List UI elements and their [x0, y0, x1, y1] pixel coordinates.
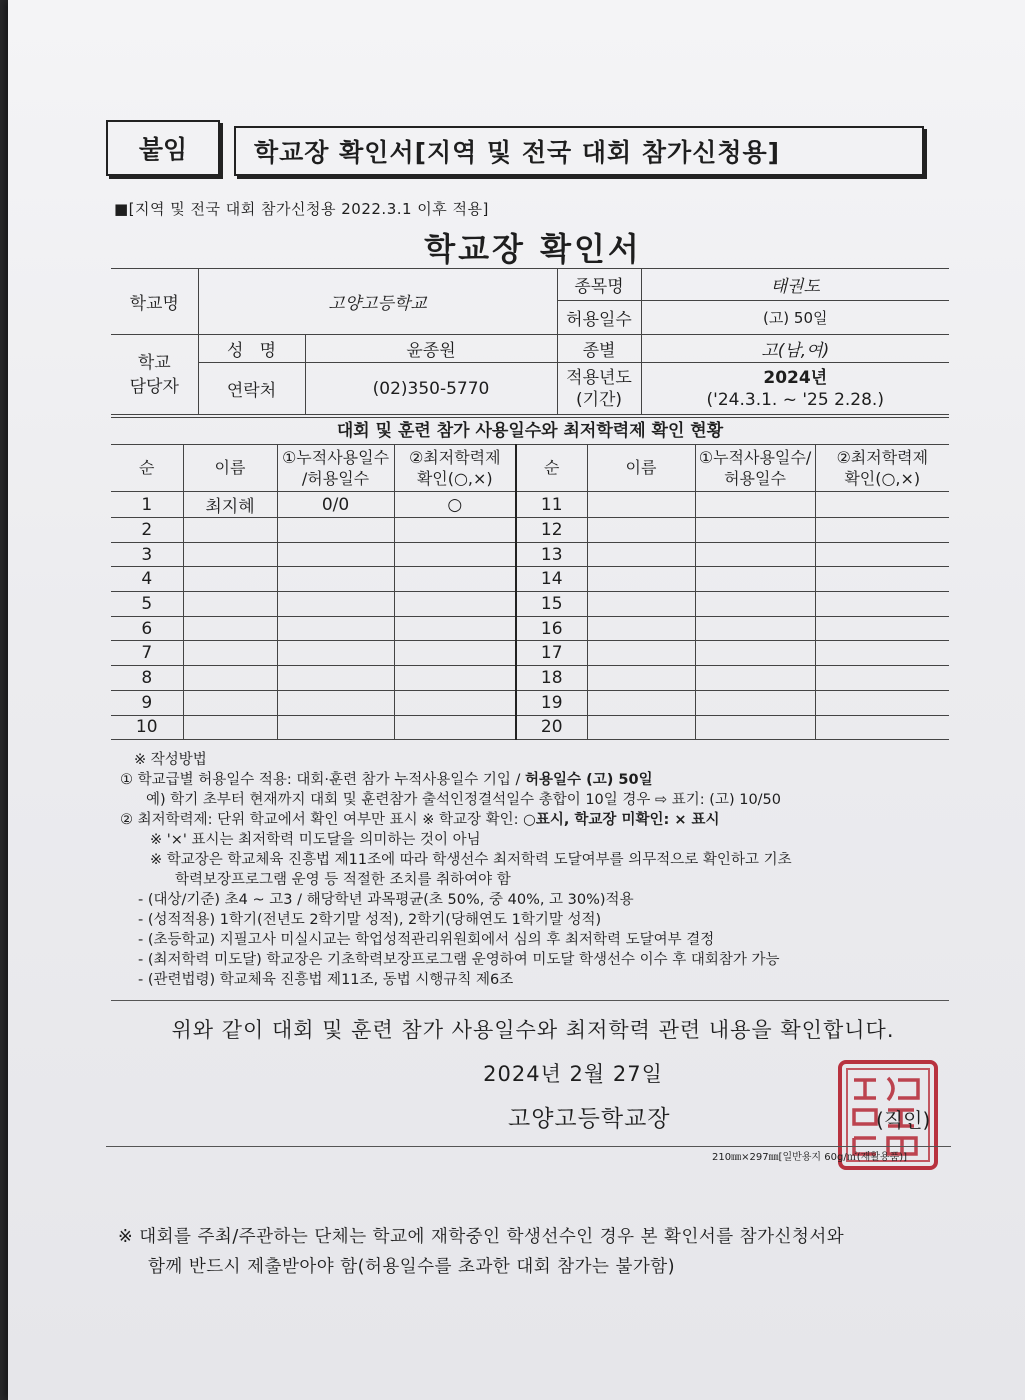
row-check-right — [815, 715, 949, 740]
category-label: 종별 — [557, 335, 641, 363]
row-check-left — [394, 715, 516, 740]
row-days-right — [695, 616, 815, 641]
row-no-right: 18 — [516, 666, 587, 691]
applicability-note: ■[지역 및 전국 대회 참가신청용 2022.3.1 이후 적용] — [114, 200, 489, 218]
row-no-right: 20 — [516, 715, 587, 740]
confirmation-statement: 위와 같이 대회 및 훈련 참가 사용일수와 최저학력 관련 내용을 확인합니다. — [171, 1018, 895, 1042]
confirmation-date: 2024년 2월 27일 — [483, 1062, 663, 1086]
row-no-left: 7 — [111, 641, 183, 666]
row-days-right — [695, 492, 815, 518]
row-name-left — [183, 666, 277, 691]
paper-size-note: 210㎜×297㎜[일반용지 60g/㎡(재활용품)] — [712, 1152, 908, 1163]
note-2-sub-2b: 학력보장프로그램 운영 등 적절한 조치를 취하여야 함 — [175, 872, 511, 888]
row-check-right — [815, 567, 949, 592]
col-name-right: 이름 — [587, 444, 695, 492]
col-name-left: 이름 — [183, 444, 277, 492]
notice-line-1: ※ 대회를 주최/주관하는 단체는 학교에 재학중인 학생선수인 경우 본 확인서를 참가신청서와 — [118, 1227, 845, 1247]
divider — [111, 1000, 949, 1001]
row-name-left — [183, 542, 277, 567]
row-check-left: ○ — [394, 492, 516, 518]
table-row — [111, 616, 949, 641]
col-check-left-2: 확인(○,×) — [416, 468, 493, 488]
sport-value: 태권도 — [641, 269, 949, 301]
col-days-right-1: ①누적사용일수/ — [698, 447, 812, 467]
note-1-emphasis: 허용일수 (고) 50일 — [525, 772, 653, 788]
row-check-right — [815, 616, 949, 641]
table-row — [111, 690, 949, 715]
divider — [106, 1146, 951, 1147]
row-name-left — [183, 641, 277, 666]
row-check-right — [815, 492, 949, 518]
table-row — [111, 567, 949, 592]
apply-year-label-2: (기간) — [575, 389, 623, 410]
table-row — [111, 666, 949, 691]
roster-header-row — [111, 444, 949, 492]
row-no-right: 16 — [516, 616, 587, 641]
col-days-left — [277, 444, 394, 492]
row-no-right: 17 — [516, 641, 587, 666]
row-no-left: 1 — [111, 492, 183, 518]
col-check-left — [394, 444, 516, 492]
row-name-left — [183, 567, 277, 592]
row-check-left — [394, 542, 516, 567]
instructions-heading: ※ 작성방법 — [134, 752, 207, 768]
document-page — [8, 0, 1025, 1400]
apply-year: 2024년 — [763, 367, 828, 388]
row-name-right — [587, 690, 695, 715]
col-days-left-2: /허용일수 — [301, 468, 370, 488]
row-check-right — [815, 518, 949, 543]
person-name-label: 성 명 — [198, 335, 305, 363]
note-1-example: 예) 학기 초부터 현재까지 대회 및 훈련참가 출석인정결석일수 총합이 10일 경우 ⇨ 표기: (고) 10/50 — [146, 792, 782, 808]
row-days-right — [695, 567, 815, 592]
row-name-left: 최지혜 — [183, 492, 277, 518]
table-row — [111, 542, 949, 567]
row-no-right: 12 — [516, 518, 587, 543]
row-name-left — [183, 518, 277, 543]
col-days-left-1: ①누적사용일수 — [281, 447, 390, 467]
roster-table — [111, 444, 949, 740]
row-days-right — [695, 592, 815, 617]
person-name-value: 윤종원 — [305, 335, 557, 363]
attachment-tag: 붙임 — [106, 120, 220, 176]
instructions — [120, 750, 960, 990]
note-1 — [120, 770, 960, 790]
table-row — [111, 715, 949, 740]
note-2-text: ② 최저학력제: 단위 학교에서 확인 여부만 표시 ※ 학교장 확인: — [120, 812, 524, 828]
row-no-right: 14 — [516, 567, 587, 592]
detail-laws: - (관련법령) 학교체육 진흥법 제11조, 동법 시행규칙 제6조 — [138, 972, 514, 988]
row-days-right — [695, 690, 815, 715]
row-days-left — [277, 690, 394, 715]
row-no-left: 2 — [111, 518, 183, 543]
col-days-right-2: 허용일수 — [724, 468, 786, 488]
row-days-right — [695, 542, 815, 567]
row-no-right: 19 — [516, 690, 587, 715]
row-no-left: 10 — [111, 715, 183, 740]
row-check-right — [815, 592, 949, 617]
col-no-right: 순 — [516, 444, 587, 492]
row-days-left — [277, 666, 394, 691]
row-days-left — [277, 567, 394, 592]
row-no-left: 3 — [111, 542, 183, 567]
row-check-left — [394, 567, 516, 592]
row-name-right — [587, 518, 695, 543]
roster-section-title: 대회 및 훈련 참가 사용일수와 최저학력제 확인 현황 — [111, 417, 949, 445]
row-check-left — [394, 616, 516, 641]
notice-line-2: 함께 반드시 제출받아야 함(허용일수를 초과한 대회 참가는 불가함) — [148, 1257, 676, 1277]
row-days-right — [695, 666, 815, 691]
row-days-left — [277, 715, 394, 740]
allowed-days-label: 허용일수 — [557, 301, 641, 335]
submission-notice — [118, 1222, 844, 1282]
row-check-left — [394, 666, 516, 691]
row-name-left — [183, 616, 277, 641]
row-name-right — [587, 567, 695, 592]
table-row — [111, 492, 949, 518]
contact-value: (02)350-5770 — [305, 363, 557, 415]
row-days-right — [695, 641, 815, 666]
note-1-text: ① 학교급별 허용일수 적용: 대회·훈련 참가 누적사용일수 기입 / — [120, 772, 526, 788]
detail-target: - (대상/기준) 초4 ~ 고3 / 해당학년 과목평균(초 50%, 중 40%, 고 30%)적용 — [138, 892, 634, 908]
row-no-left: 5 — [111, 592, 183, 617]
seal-label: (직인) — [876, 1108, 931, 1132]
school-name-value: 고양고등학교 — [198, 269, 557, 335]
detail-elementary: - (초등학교) 지필고사 미실시교는 학업성적관리위원회에서 심의 후 최저학력 도달여부 결정 — [138, 932, 715, 948]
row-no-right: 13 — [516, 542, 587, 567]
principal-title: 고양고등학교장 — [508, 1106, 671, 1132]
manager-label: 학교 담당자 — [111, 335, 198, 415]
row-no-right: 15 — [516, 592, 587, 617]
row-days-left: 0/0 — [277, 492, 394, 518]
detail-grades: - (성적적용) 1학기(전년도 2학기말 성적), 2학기(당해연도 1학기말 성적) — [138, 912, 602, 928]
row-days-right — [695, 518, 815, 543]
apply-year-value — [641, 363, 949, 415]
detail-not-reached: - (최저학력 미도달) 학교장은 기초학력보장프로그램 운영하여 미도달 학생선수 이수 후 대회참가 가능 — [138, 952, 780, 968]
category-value: 고(남,여) — [641, 335, 949, 363]
row-check-left — [394, 592, 516, 617]
row-days-left — [277, 542, 394, 567]
row-name-left — [183, 715, 277, 740]
col-check-right-2: 확인(○,×) — [844, 468, 921, 488]
row-check-left — [394, 518, 516, 543]
row-name-right — [587, 616, 695, 641]
row-name-right — [587, 666, 695, 691]
row-check-left — [394, 641, 516, 666]
row-check-right — [815, 690, 949, 715]
col-check-left-1: ②최저학력제 — [408, 447, 501, 467]
row-name-right — [587, 492, 695, 518]
row-no-left: 4 — [111, 567, 183, 592]
col-check-right — [815, 444, 949, 492]
contact-label: 연락처 — [198, 363, 305, 415]
note-2-sub-1: ※ '×' 표시는 최저학력 미도달을 의미하는 것이 아님 — [150, 832, 481, 848]
apply-year-label — [557, 363, 641, 415]
document-title: 학교장 확인서[지역 및 전국 대회 참가신청용] — [234, 126, 924, 176]
row-check-right — [815, 641, 949, 666]
apply-year-label-1: 적용년도 — [566, 367, 632, 388]
row-name-left — [183, 592, 277, 617]
col-days-right — [695, 444, 815, 492]
school-name-label: 학교명 — [111, 269, 198, 335]
col-no-left: 순 — [111, 444, 183, 492]
row-no-right: 11 — [516, 492, 587, 518]
row-check-right — [815, 542, 949, 567]
row-check-right — [815, 666, 949, 691]
allowed-days-value: (고) 50일 — [641, 301, 949, 335]
school-info-table — [111, 268, 949, 415]
row-days-right — [695, 715, 815, 740]
row-check-left — [394, 690, 516, 715]
sport-label: 종목명 — [557, 269, 641, 301]
row-days-left — [277, 641, 394, 666]
note-2-emphasis: ○표시, 학교장 미확인: × 표시 — [523, 812, 720, 828]
row-no-left: 6 — [111, 616, 183, 641]
row-name-right — [587, 542, 695, 567]
row-name-right — [587, 592, 695, 617]
table-row — [111, 518, 949, 543]
note-2 — [120, 810, 960, 830]
row-name-right — [587, 715, 695, 740]
note-2-sub-2a: ※ 학교장은 학교체육 진흥법 제11조에 따라 학생선수 최저학력 도달여부를 의무적으로 확인하고 기초 — [150, 852, 792, 868]
row-days-left — [277, 518, 394, 543]
row-no-left: 8 — [111, 666, 183, 691]
row-days-left — [277, 592, 394, 617]
row-name-right — [587, 641, 695, 666]
col-check-right-1: ②최저학력제 — [836, 447, 929, 467]
form-title: 학교장 확인서 — [424, 230, 642, 268]
row-no-left: 9 — [111, 690, 183, 715]
row-days-left — [277, 616, 394, 641]
table-row — [111, 641, 949, 666]
apply-period: ('24.3.1. ~ '25 2.28.) — [706, 389, 884, 410]
row-name-left — [183, 690, 277, 715]
table-row — [111, 592, 949, 617]
